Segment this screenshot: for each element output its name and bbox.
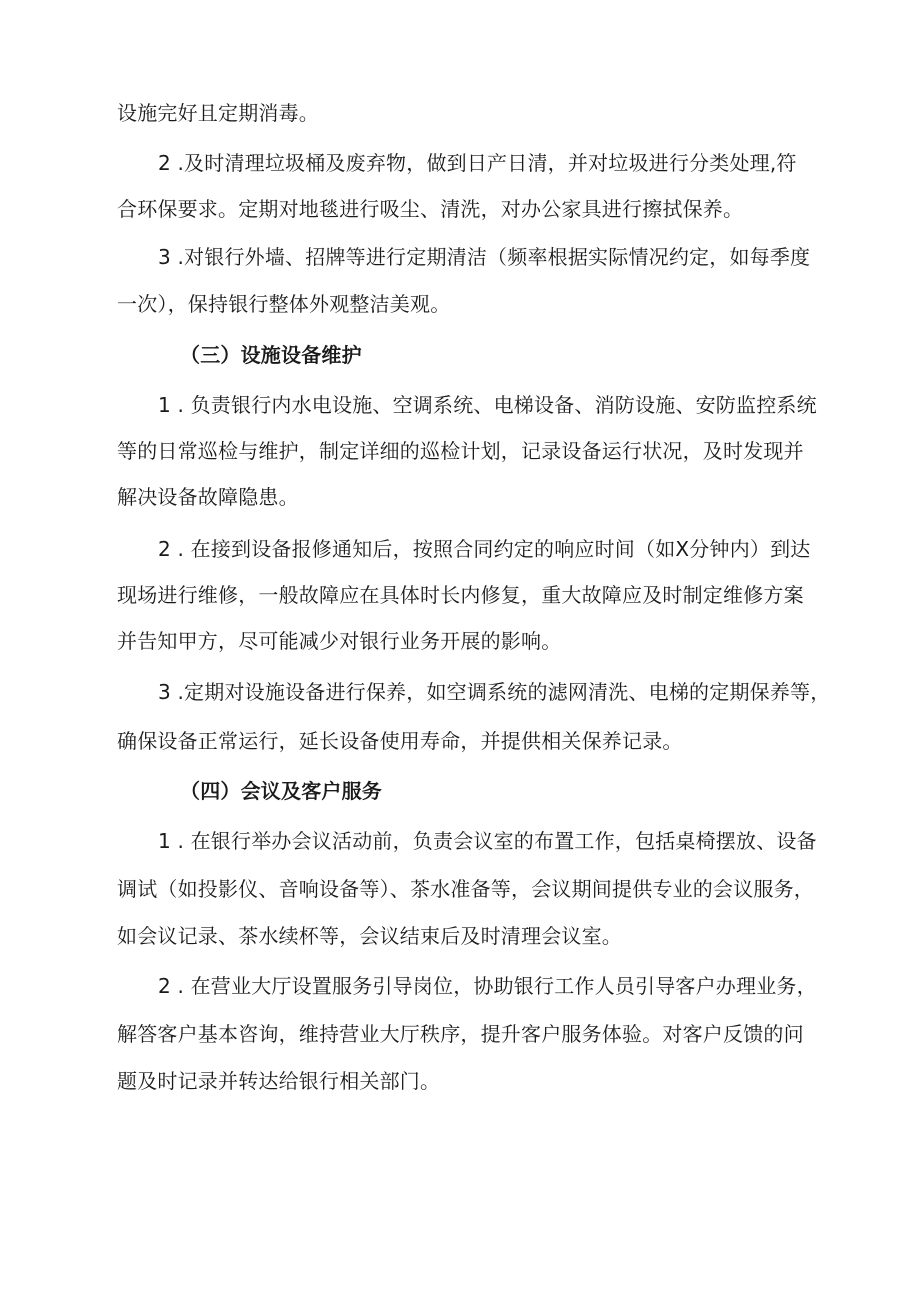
paragraph-line: 现场进行维修，一般故障应在具体时长内修复，重大故障应及时制定维修方案 [117, 583, 804, 607]
paragraph-line: 并告知甲方，尽可能减少对银行业务开展的影响。 [117, 629, 562, 653]
paragraph-line: 合环保要求。定期对地毯进行吸尘、清洗，对办公家具进行擦拭保养。 [117, 197, 744, 221]
paragraph-line: 设施完好且定期消毒。 [117, 101, 319, 125]
paragraph-line: 2 .及时清理垃圾桶及废弃物，做到日产日清，并对垃圾进行分类处理,符 [158, 151, 797, 175]
paragraph-line: 3 .对银行外墙、招牌等进行定期清洁（频率根据实际情况约定，如每季度 [158, 245, 811, 269]
paragraph-line: 1 . 在银行举办会议活动前，负责会议室的布置工作，包括桌椅摆放、设备 [158, 829, 817, 853]
section-heading: （四）会议及客户服务 [180, 779, 382, 803]
paragraph-line: 2 . 在接到设备报修通知后，按照合同约定的响应时间（如X分钟内）到达 [158, 537, 811, 561]
paragraph-line: 1 . 负责银行内水电设施、空调系统、电梯设备、消防设施、安防监控系统 [158, 393, 817, 417]
paragraph-line: 3 .定期对设施设备进行保养，如空调系统的滤网清洗、电梯的定期保养等， [158, 680, 831, 704]
section-heading: （三）设施设备维护 [180, 343, 362, 367]
paragraph-line: 等的日常巡检与维护，制定详细的巡检计划，记录设备运行状况，及时发现并 [117, 439, 804, 463]
paragraph-line: 确保设备正常运行，延长设备使用寿命，并提供相关保养记录。 [117, 729, 683, 753]
paragraph-line: 一次），保持银行整体外观整洁美观。 [117, 292, 451, 316]
paragraph-line: 2 . 在营业大厅设置服务引导岗位，协助银行工作人员引导客户办理业务， [158, 974, 817, 998]
paragraph-line: 解答客户基本咨询，维持营业大厅秩序，提升客户服务体验。对客户反馈的问 [117, 1022, 804, 1046]
paragraph-line: 调试（如投影仪、音响设备等）、茶水准备等，会议期间提供专业的会议服务， [117, 877, 814, 901]
paragraph-line: 如会议记录、茶水续杯等，会议结束后及时清理会议室。 [117, 924, 622, 948]
paragraph-line: 解决设备故障隐患。 [117, 485, 299, 509]
paragraph-line: 题及时记录并转达给银行相关部门。 [117, 1069, 441, 1093]
